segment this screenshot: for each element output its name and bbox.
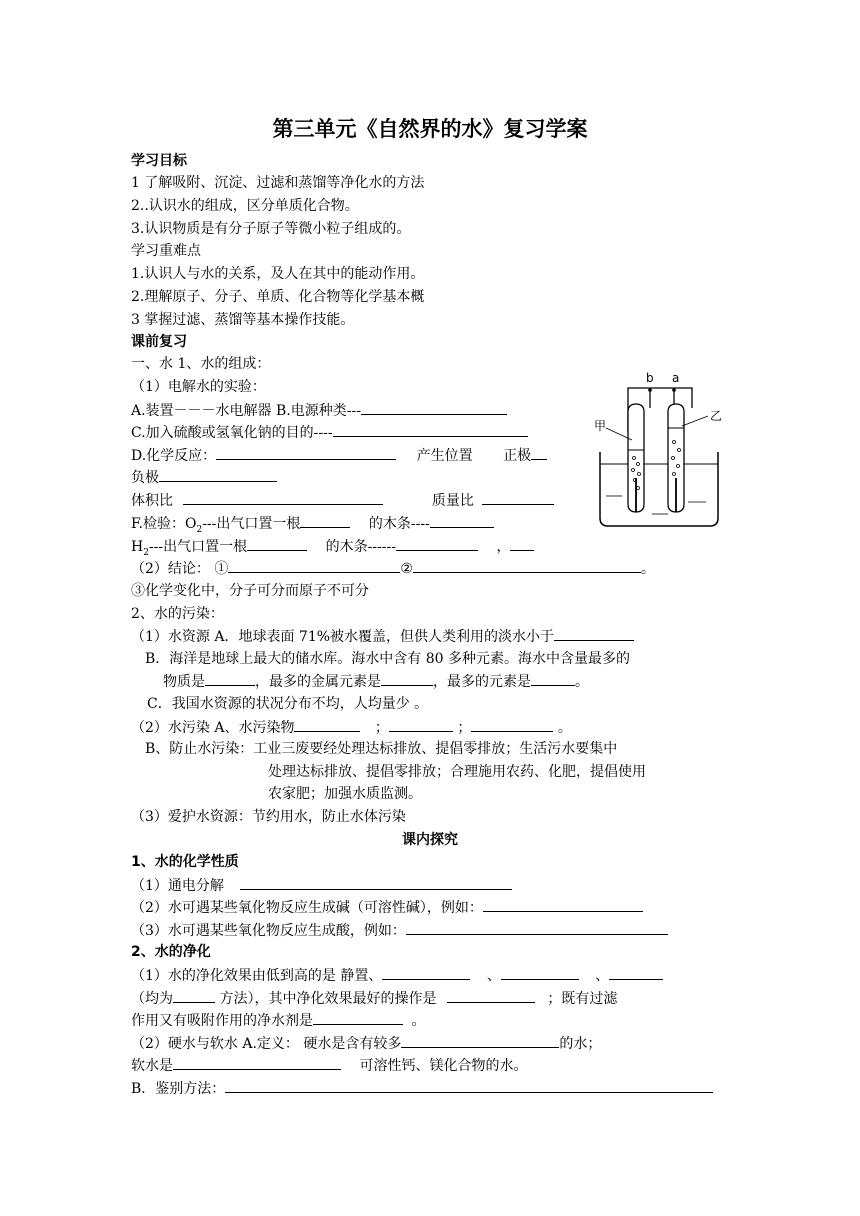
review-line: 农家肥；加强水质监测。 xyxy=(268,786,422,802)
review-line: （1）电解水的实验： xyxy=(131,379,266,395)
review-text: ，最多的元素是 xyxy=(433,674,531,690)
objective-item: 2..认识水的组成，区分单质化合物。 xyxy=(131,198,359,214)
review-line xyxy=(131,717,572,738)
review-text: ② xyxy=(400,561,413,577)
review-text: A.装置－－－水电解器 B.电源种类--- xyxy=(131,403,361,419)
review-text: ； xyxy=(457,720,472,736)
review-text: （2）水污染 A、水污染物 xyxy=(131,720,295,736)
objectives-heading: 学习目标 xyxy=(131,153,187,169)
blank-field[interactable] xyxy=(401,1033,559,1048)
explore-line xyxy=(131,1033,601,1054)
review-heading: 课前复习 xyxy=(131,334,187,350)
blank-field[interactable] xyxy=(240,875,512,890)
review-text: ； xyxy=(374,720,389,736)
objective-item: 1 了解吸附、沉淀、过滤和蒸馏等净化水的方法 xyxy=(131,175,425,191)
explore-line xyxy=(131,988,617,1009)
review-text: F.检验：O xyxy=(131,516,197,532)
review-line: B、防止水污染：工业三废要经处理达标排放、提倡零排放；生活污水要集中 xyxy=(145,741,618,757)
explore-line xyxy=(131,965,663,986)
review-text: ---出气口置一根 xyxy=(202,516,301,532)
review-line xyxy=(163,671,589,692)
section-heading: 2、水的净化 xyxy=(131,944,211,960)
review-text: 物质是 xyxy=(163,674,205,690)
review-text: 。 xyxy=(575,674,589,690)
blank-field[interactable] xyxy=(381,671,433,686)
review-text: 体积比 xyxy=(131,493,173,509)
review-text: 。 xyxy=(557,720,572,736)
blank-field[interactable] xyxy=(216,445,396,460)
key-points-heading: 学习重难点 xyxy=(131,243,201,259)
explore-text: （1）水的净化效果由低到高的是 静置、 xyxy=(131,968,383,984)
blank-field[interactable] xyxy=(300,513,350,528)
review-text: （2）结论： ① xyxy=(131,561,229,577)
review-line xyxy=(131,490,554,511)
review-line: 一、水 1、水的组成： xyxy=(131,356,271,372)
explore-text: B．鉴别方法： xyxy=(131,1081,226,1097)
label-jia: 甲 xyxy=(594,419,607,433)
blank-field[interactable] xyxy=(501,965,579,980)
explore-line xyxy=(131,1055,527,1076)
key-point-item: 2.理解原子、分子、单质、化合物等化学基本概 xyxy=(131,289,425,305)
review-text: ， xyxy=(496,539,511,555)
blank-field[interactable] xyxy=(361,400,507,415)
explore-text: 软水是 xyxy=(131,1058,173,1074)
blank-field[interactable] xyxy=(483,897,643,912)
review-text: （1）水资源 A．地球表面 71%被水覆盖，但供人类利用的淡水小于 xyxy=(131,629,555,645)
explore-text: （1）通电分解 xyxy=(131,878,224,894)
review-text: 。 xyxy=(640,561,655,577)
explore-text: （2）硬水与软水 A.定义： 硬水是含有较多 xyxy=(131,1036,402,1052)
review-text: C.加入硫酸或氢氧化钠的目的---- xyxy=(131,425,333,441)
explore-text: 。 xyxy=(411,1013,426,1029)
subscript: 2 xyxy=(143,547,149,558)
review-line xyxy=(131,422,528,443)
blank-field[interactable] xyxy=(430,513,494,528)
electrolysis-apparatus-figure xyxy=(592,368,732,530)
review-text: H xyxy=(131,539,144,555)
review-line xyxy=(131,467,277,488)
blank-field[interactable] xyxy=(396,536,478,551)
blank-field[interactable] xyxy=(382,965,470,980)
review-text: ---出气口置一根 xyxy=(148,539,248,555)
section-heading: 1、水的化学性质 xyxy=(131,854,239,870)
explore-text: 的水； xyxy=(559,1036,602,1052)
explore-heading: 课内探究 xyxy=(402,832,458,848)
blank-field[interactable] xyxy=(228,558,400,573)
label-a: a xyxy=(672,371,680,385)
blank-field[interactable] xyxy=(225,1078,713,1093)
review-text: 产生位置 xyxy=(416,448,473,464)
key-point-item: 3 掌握过滤、蒸馏等基本操作技能。 xyxy=(131,312,355,328)
blank-field[interactable] xyxy=(183,490,383,505)
key-point-item: 1.认识人与水的关系，及人在其中的能动作用。 xyxy=(131,266,425,282)
review-line xyxy=(131,400,507,421)
explore-text: 、 xyxy=(486,968,501,984)
explore-text: （3）水可遇某些氧化物反应生成酸，例如： xyxy=(131,923,406,939)
explore-text: （2）水可遇某些氧化物反应生成碱（可溶性碱），例如： xyxy=(131,900,483,916)
review-text: 的木条------ xyxy=(325,539,396,555)
pollution-heading: 2、水的污染： xyxy=(131,606,224,622)
blank-field[interactable] xyxy=(159,467,277,482)
explore-text: 方法），其中净化效果最好的操作是 xyxy=(219,991,437,1007)
subscript: 2 xyxy=(196,524,203,535)
label-yi: 乙 xyxy=(710,409,723,423)
blank-field[interactable] xyxy=(531,671,575,686)
review-line: B．海洋是地球上最大的储水库。海水中含有 80 多种元素。海水中含量最多的 xyxy=(145,651,631,667)
explore-line xyxy=(131,897,643,918)
explore-text: 作用又有吸附作用的净水剂是 xyxy=(131,1013,313,1029)
page-title: 第三单元《自然界的水》复习学案 xyxy=(272,117,588,141)
review-text: 质量比 xyxy=(431,493,474,509)
explore-text: 可溶性钙、镁化合物的水。 xyxy=(359,1058,528,1074)
blank-field[interactable] xyxy=(205,671,255,686)
blank-field[interactable] xyxy=(333,422,528,437)
review-text: ，最多的金属元素是 xyxy=(255,674,381,690)
explore-text: ；既有过滤 xyxy=(547,991,618,1007)
blank-field[interactable] xyxy=(554,626,634,641)
blank-field[interactable] xyxy=(389,717,453,732)
explore-line xyxy=(131,920,668,941)
review-text: 负极 xyxy=(131,470,159,486)
explore-line xyxy=(131,1078,713,1099)
review-text: D.化学反应： xyxy=(131,448,217,464)
blank-field[interactable] xyxy=(313,1010,403,1025)
explore-text: 、 xyxy=(595,968,610,984)
label-b: b xyxy=(646,371,654,385)
review-line xyxy=(131,558,655,579)
blank-field[interactable] xyxy=(482,490,554,505)
blank-field[interactable] xyxy=(531,445,547,460)
explore-text: （均为 xyxy=(131,991,173,1007)
blank-field[interactable] xyxy=(609,965,663,980)
blank-field[interactable] xyxy=(510,536,534,551)
review-line: （3）爱护水资源：节约用水，防止水体污染 xyxy=(131,809,406,825)
blank-field[interactable] xyxy=(413,558,641,573)
review-text: 正极 xyxy=(503,448,532,464)
blank-field[interactable] xyxy=(447,988,535,1003)
blank-field[interactable] xyxy=(471,717,553,732)
review-line: ③化学变化中，分子可分而原子不可分 xyxy=(131,583,369,599)
blank-field[interactable] xyxy=(173,1055,341,1070)
review-line: 处理达标排放、提倡零排放；合理施用农药、化肥，提倡使用 xyxy=(268,764,646,780)
explore-line xyxy=(131,1010,425,1031)
blank-field[interactable] xyxy=(173,988,215,1003)
review-line xyxy=(131,626,634,647)
explore-line xyxy=(131,875,512,896)
blank-field[interactable] xyxy=(406,920,668,935)
review-line xyxy=(131,445,547,466)
review-line: C．我国水资源的状况分布不均，人均量少 。 xyxy=(147,696,429,712)
blank-field[interactable] xyxy=(294,717,360,732)
blank-field[interactable] xyxy=(247,536,307,551)
objective-item: 3.认识物质是有分子原子等微小粒子组成的。 xyxy=(131,221,411,237)
review-text: 的木条---- xyxy=(368,516,430,532)
